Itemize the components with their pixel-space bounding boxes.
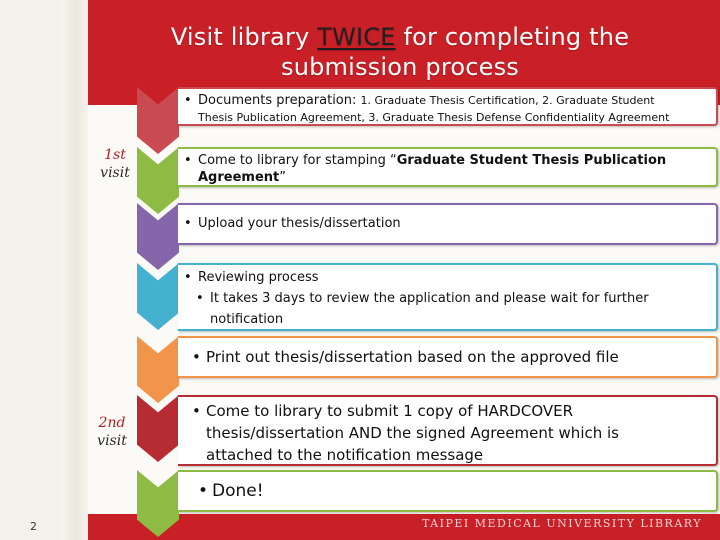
title-part-3: submission process	[280, 53, 520, 81]
visit-number-1: 1st	[104, 147, 126, 163]
step-3-line-1	[198, 205, 708, 243]
step-5-box	[178, 336, 718, 378]
title-emphasis: TWICE	[317, 23, 396, 51]
step-1-line-1	[198, 92, 708, 109]
step-1-detail-cont: Thesis Publication Agreement, 3. Graduate Thesis Defense Confidentiality Agreement	[198, 111, 670, 124]
visit-label-1	[90, 146, 140, 182]
step-2-text: Come to library for stamping “	[198, 153, 397, 168]
visit-word-1: visit	[100, 165, 130, 181]
step-4-heading: Reviewing process	[198, 270, 319, 285]
step-3-box	[178, 203, 718, 245]
step-4-line-1	[198, 267, 708, 288]
step-2-emphasis-cont: Agreement	[198, 170, 280, 185]
step-2-box	[178, 147, 718, 187]
step-7-line-1	[212, 472, 708, 510]
step-4-detail-cont: notification	[210, 312, 284, 327]
slide-title	[120, 22, 680, 82]
step-7-box	[178, 470, 718, 512]
step-6-box	[178, 395, 718, 466]
step-1-detail: 1. Graduate Thesis Certification, 2. Graduate Student	[360, 94, 655, 107]
title-part-2: for completing the	[395, 23, 630, 51]
library-brand-logo: TAIPEI MEDICAL UNIVERSITY LIBRARY	[421, 517, 702, 530]
step-4-detail: It takes 3 days to review the application and please wait for further	[210, 291, 649, 306]
step-6-text-3: attached to the notification message	[206, 446, 484, 464]
step-2-close-quote: ”	[279, 170, 286, 185]
step-6-text-2: thesis/dissertation AND the signed Agreement which is	[206, 424, 619, 442]
step-1-box	[178, 87, 718, 126]
step-1-label: Documents preparation:	[198, 93, 361, 108]
page-number: 2	[30, 520, 37, 533]
step-6-line-3	[206, 444, 708, 466]
step-2-line-2	[198, 169, 708, 186]
title-part-1: Visit library	[170, 23, 318, 51]
step-7-text: Done!	[212, 481, 264, 501]
step-2-emphasis: Graduate Student Thesis Publication	[396, 153, 667, 168]
visit-word-2: visit	[97, 433, 127, 449]
step-6-text-1: Come to library to submit 1 copy of HARDCOVER	[206, 402, 574, 420]
step-4-line-2	[198, 288, 708, 309]
step-2-line-1	[198, 152, 708, 169]
visit-number-2: 2nd	[98, 415, 126, 431]
left-decorative-stripe	[62, 0, 90, 540]
step-4-line-3	[198, 309, 708, 330]
step-4-box	[178, 263, 718, 331]
visit-label-2	[87, 414, 137, 450]
step-1-line-2	[198, 109, 708, 126]
step-6-line-1	[206, 400, 708, 422]
step-5-line-1	[206, 338, 708, 376]
step-6-line-2	[206, 422, 708, 444]
step-5-text: Print out thesis/dissertation based on the approved file	[206, 348, 619, 366]
step-3-text: Upload your thesis/dissertation	[198, 216, 401, 231]
